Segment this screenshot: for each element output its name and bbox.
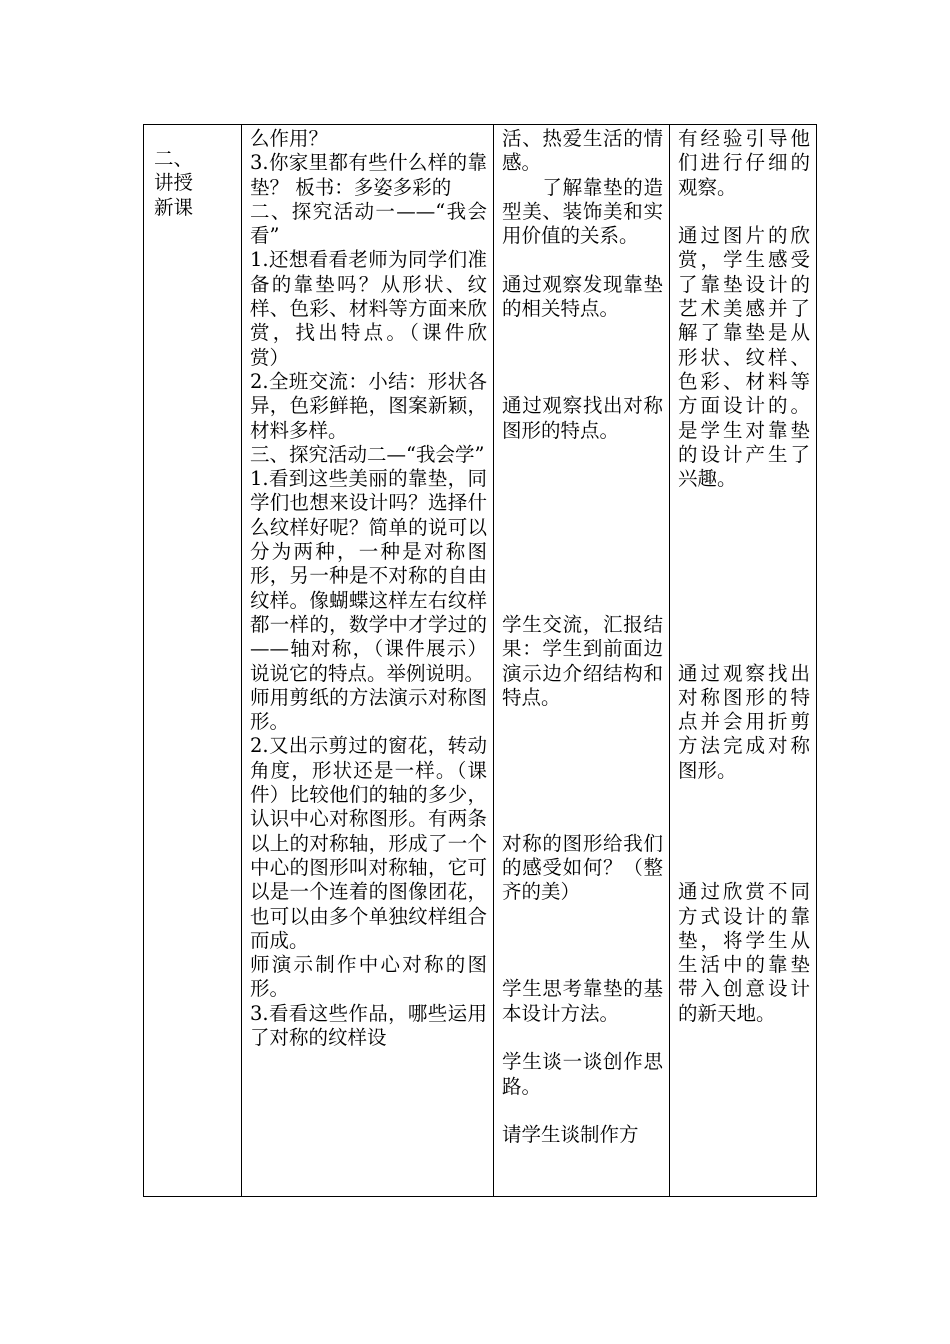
table-row	[144, 125, 817, 1197]
stage-label: 二、 讲授 新课	[154, 147, 194, 219]
student-activity-text: 活、热爱生活的情感。 了解靠垫的造型美、装饰美和实用价值的关系。 通过观察发现靠垫的相关特点。 通过观察找出对称图形的特点。 学生交流，汇报结果：学生到前面边演示边介绍结构和特点。 对称的图形给我们的感受如何？（整齐的美） 学生思考靠垫的基本设计方法。 学生谈一谈创作思路。 请学生谈制作方	[502, 127, 663, 1147]
design-intent-cell	[670, 125, 817, 1197]
student-activity-cell	[494, 125, 670, 1197]
teaching-content-text: 么作用？ 3.你家里都有些什么样的靠垫？ 板书：多姿多彩的 二、探究活动一——“我会看” 1.还想看看老师为同学们准备的靠垫吗？从形状、纹样、色彩、材料等方面来欣赏，找出特点。（课件欣赏） 2.全班交流：小结：形状各异，色彩鲜艳，图案新颖，材料多样。 三、探究活动二—“我会学” 1.看到这些美丽的靠垫，同学们也想来设计吗？选择什么纹样好呢？简单的说可以分为两种，一种是对称图形，另一种是不对称的自由纹样。像蝴蝶这样左右纹样都一样的，数学中才学过的——轴对称，（课件展示）说说它的特点。举例说明。 师用剪纸的方法演示对称图形。 2.又出示剪过的窗花，转动角度，形状还是一样。（课件）比较他们的轴的多少，认识中心对称图形。有两条以上的对称轴，形成了一个中心的图形叫对称轴，它可以是一个连着的图像团花，也可以由多个单独纹样组合而成。 师演示制作中心对称的图形。 3.看看这些作品，哪些运用了对称的纹样设	[250, 127, 487, 1049]
teaching-content-cell	[242, 125, 494, 1197]
design-intent-text: 有经验引导他们进行仔细的观察。 通过图片的欣赏，学生感受了靠垫设计的艺术美感并了解了靠垫是从形状、纹样、色彩、材料等方面设计的。是学生对靠垫的设计产生了兴趣。 通过观察找出对称图形的特点并会用折剪方法完成对称图形。 通过欣赏不同方式设计的靠垫，将学生从生活中的靠垫带入创意设计的新天地。	[678, 127, 810, 1025]
lesson-plan-table	[143, 124, 817, 1197]
stage-column-cell	[144, 125, 242, 1197]
